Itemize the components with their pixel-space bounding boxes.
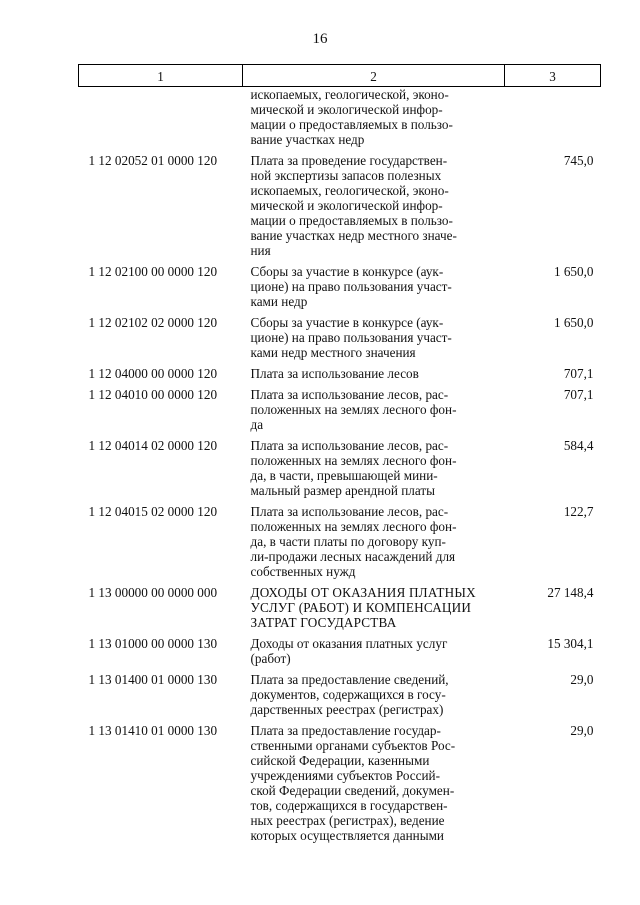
row-amount: 745,0 — [563, 153, 594, 168]
row-amount: 29,0 — [570, 672, 594, 687]
table-row — [79, 723, 601, 849]
row-amount: 584,4 — [563, 438, 594, 453]
row-amount: 1 650,0 — [553, 264, 594, 279]
row-code: 1 13 01410 01 0000 130 — [88, 723, 218, 738]
row-amount: 27 148,4 — [547, 585, 594, 600]
budget-table — [78, 64, 601, 849]
table-row — [79, 87, 601, 154]
table-body — [79, 87, 601, 850]
row-description: ДОХОДЫ ОТ ОКАЗАНИЯ ПЛАТНЫХ УСЛУГ (РАБОТ) И КОМПЕНСАЦИИ ЗАТРАТ ГОСУДАРСТВА — [250, 585, 476, 630]
row-description: Сборы за участие в конкурсе (аук- ционе) на право пользования участ- ками недр местного значения — [250, 315, 452, 360]
header-col-3: 3 — [505, 65, 601, 87]
row-description: Плата за проведение государствен- ной экспертизы запасов полезных ископаемых, геологической, эконо- мической и экологической инфор- мации о предоставляемых в пользо- вание участках недр местного значе- ния — [250, 153, 457, 258]
row-code: 1 12 04010 00 0000 120 — [88, 387, 218, 402]
row-code: 1 12 04015 02 0000 120 — [88, 504, 218, 519]
row-amount: 29,0 — [570, 723, 594, 738]
row-description: Плата за использование лесов, рас- положенных на землях лесного фон- да, в части, превышающей мини- мальный размер арендной платы — [250, 438, 457, 498]
row-description: ископаемых, геологической, эконо- мической и экологической инфор- мации о предоставляемых в пользо- вание участках недр — [250, 87, 453, 147]
table-row — [79, 153, 601, 264]
row-amount: 707,1 — [563, 366, 594, 381]
row-description: Плата за использование лесов — [250, 366, 419, 381]
table-row — [79, 585, 601, 636]
row-description: Сборы за участие в конкурсе (аук- ционе) на право пользования участ- ками недр — [250, 264, 452, 309]
header-col-2: 2 — [243, 65, 505, 87]
table-row — [79, 672, 601, 723]
table-row — [79, 264, 601, 315]
row-description: Плата за предоставление сведений, документов, содержащихся в госу- дарственных реестрах (регистрах) — [250, 672, 449, 717]
row-code: 1 12 04014 02 0000 120 — [88, 438, 218, 453]
row-code: 1 12 04000 00 0000 120 — [88, 366, 218, 381]
row-code: 1 13 00000 00 0000 000 — [88, 585, 218, 600]
table-row — [79, 387, 601, 438]
header-col-1: 1 — [79, 65, 243, 87]
row-description: Плата за предоставление государ- ственными органами субъектов Рос- сийской Федерации, казенными учреждениями субъектов Россий- ской Федерации сведений, докумен- тов, содержащихся в государствен- ных реестрах (регистрах), ведение которых осуществляется данными — [250, 723, 456, 843]
table-row — [79, 315, 601, 366]
table-row — [79, 504, 601, 585]
row-description: Доходы от оказания платных услуг (работ) — [250, 636, 448, 666]
row-code: 1 12 02102 02 0000 120 — [88, 315, 218, 330]
row-code: 1 13 01400 01 0000 130 — [88, 672, 218, 687]
row-amount: 122,7 — [563, 504, 594, 519]
table-row — [79, 636, 601, 672]
row-code: 1 12 02100 00 0000 120 — [88, 264, 218, 279]
row-code: 1 13 01000 00 0000 130 — [88, 636, 218, 651]
row-description: Плата за использование лесов, рас- положенных на землях лесного фон- да — [250, 387, 457, 432]
row-code: 1 12 02052 01 0000 120 — [88, 153, 218, 168]
table-header — [79, 65, 601, 87]
table-row — [79, 438, 601, 504]
row-description: Плата за использование лесов, рас- положенных на землях лесного фон- да, в части платы по договору куп- ли-продажи лесных насаждений для собственных нужд — [250, 504, 457, 579]
page-number: 16 — [312, 31, 328, 47]
row-amount: 1 650,0 — [553, 315, 594, 330]
table-row — [79, 366, 601, 387]
row-amount: 707,1 — [563, 387, 594, 402]
row-amount: 15 304,1 — [547, 636, 594, 651]
